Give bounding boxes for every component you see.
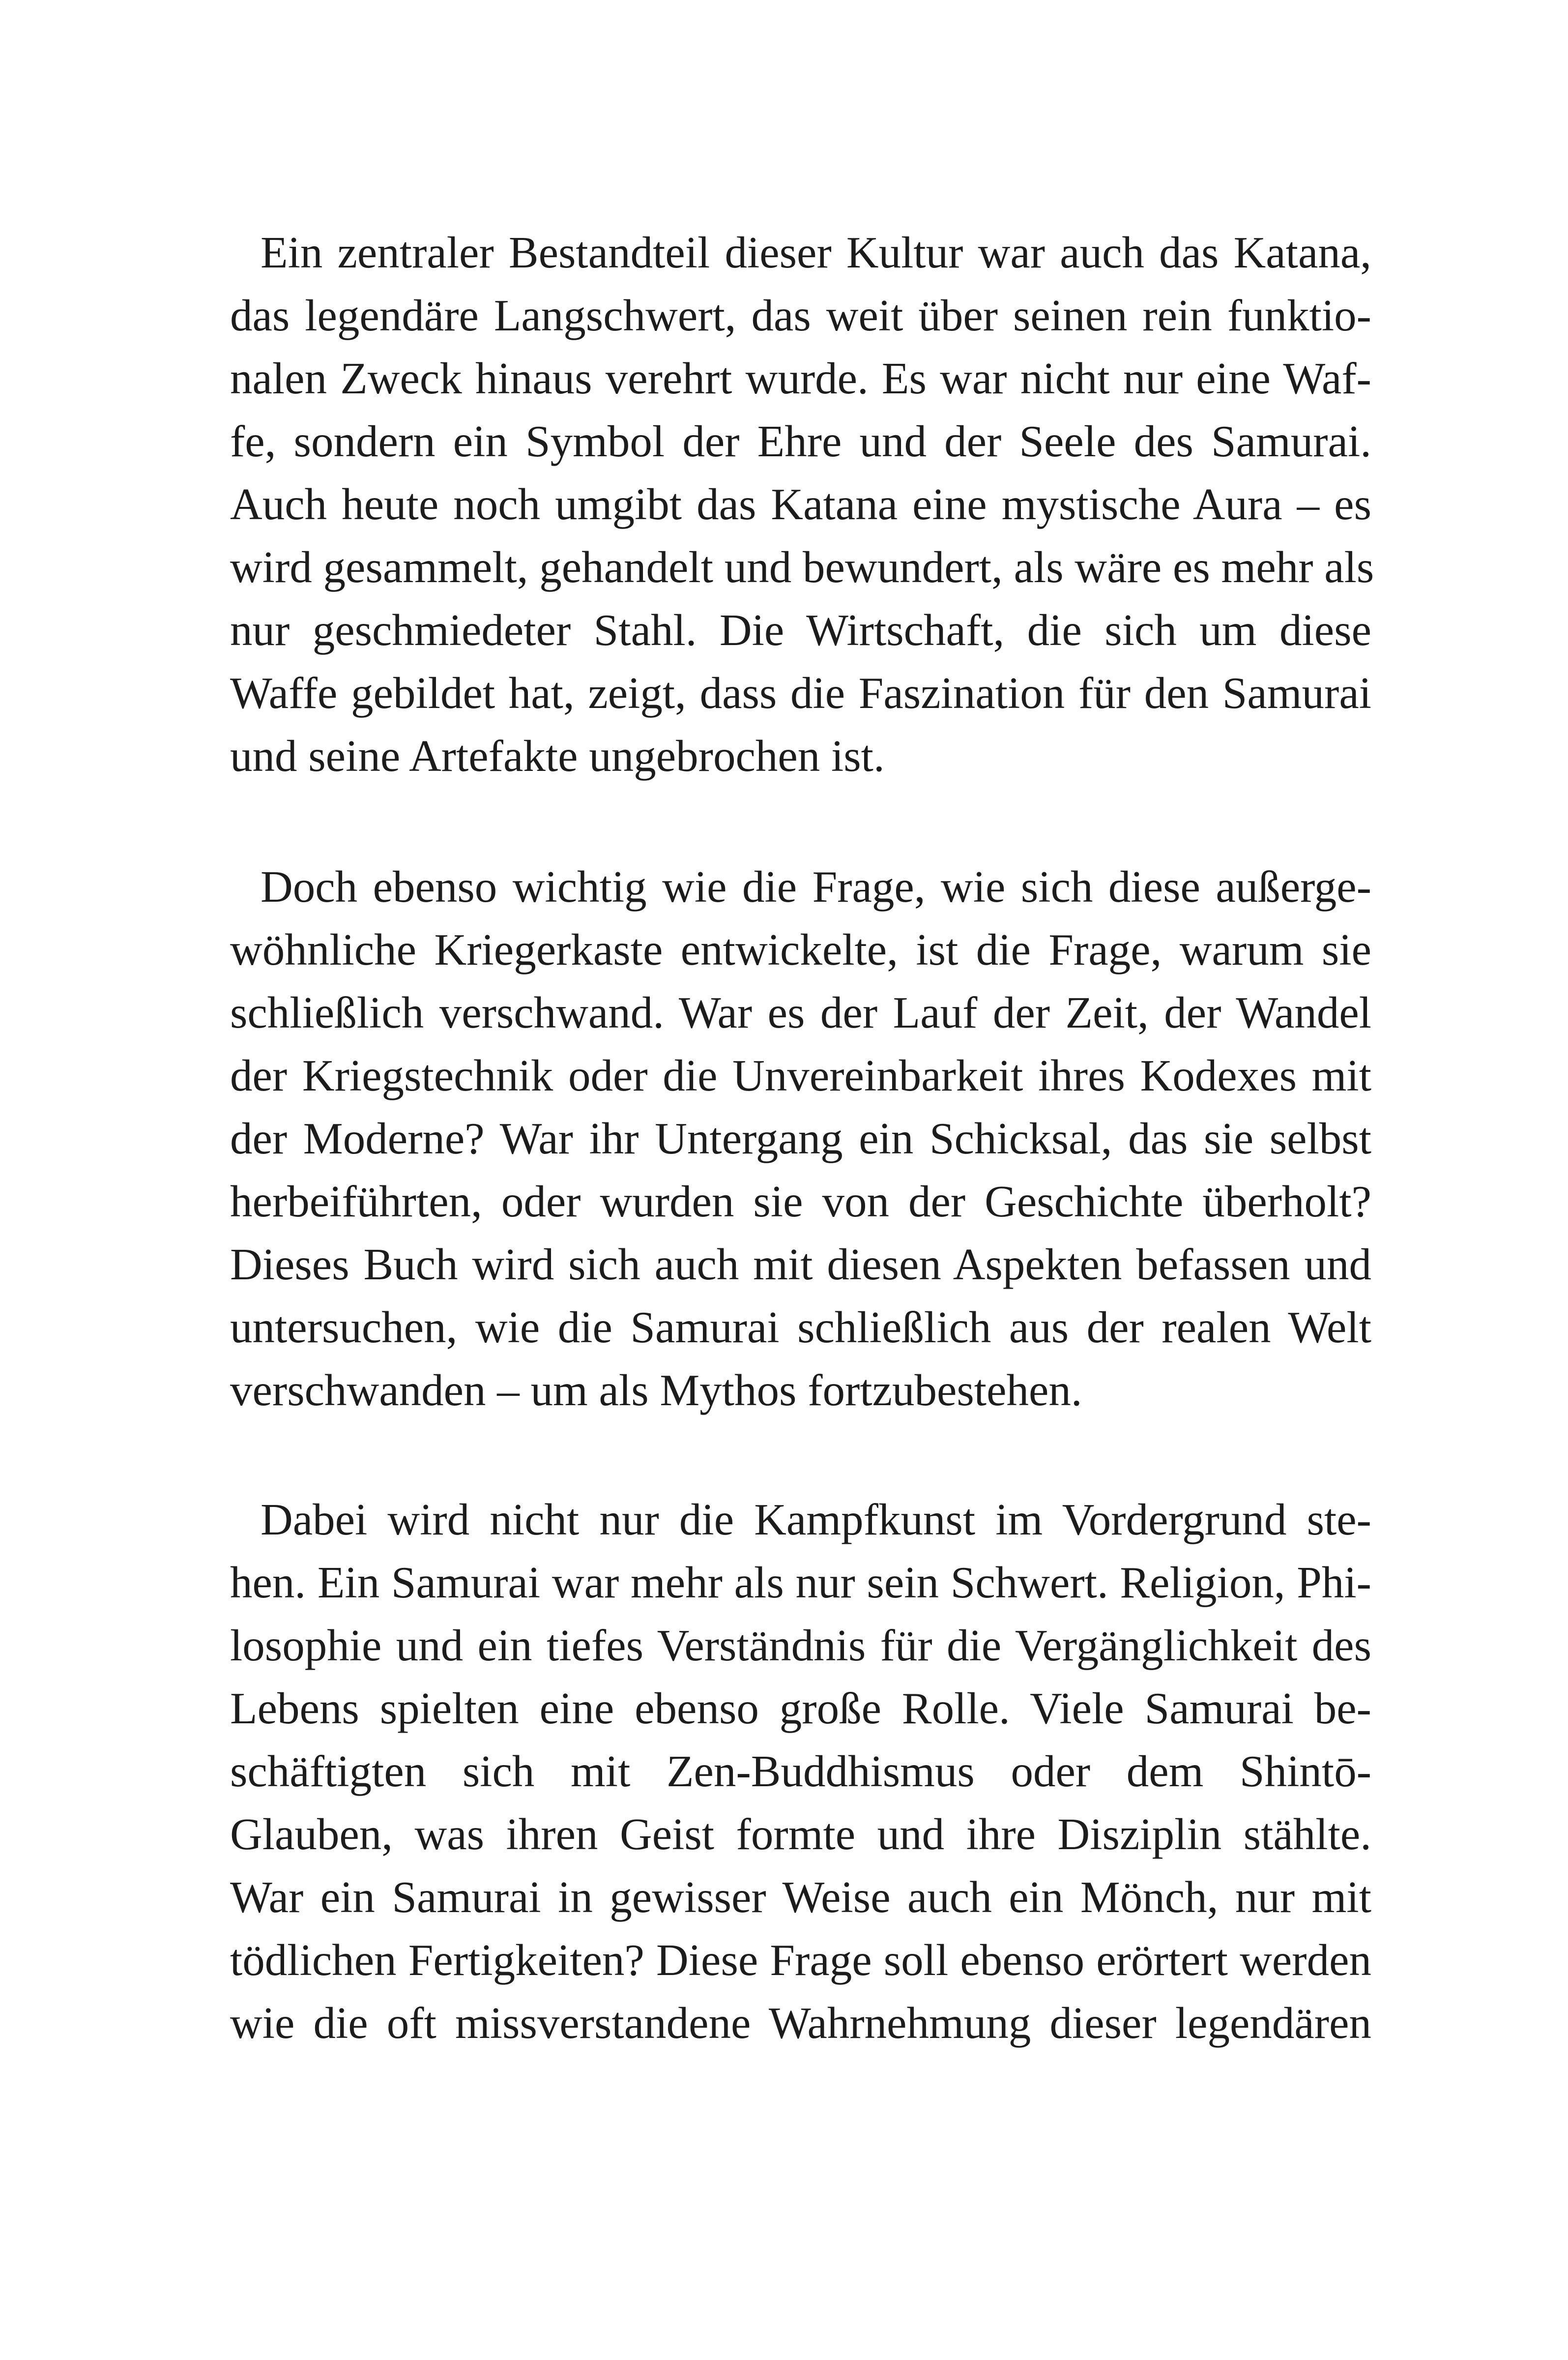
text-line: das legendäre Langschwert, das weit über seinen rein funktio- <box>230 291 1371 340</box>
text-line: Glauben, was ihren Geist formte und ihre Disziplin stählte. <box>230 1809 1371 1859</box>
text-line: der Kriegstechnik oder die Unvereinbarkeit ihres Kodexes mit <box>230 1051 1371 1100</box>
text-line: nalen Zweck hinaus verehrt wurde. Es war nicht nur eine Waf- <box>230 354 1371 403</box>
text-line: der Moderne? War ihr Untergang ein Schicksal, das sie selbst <box>230 1114 1371 1163</box>
text-line: nur geschmiedeter Stahl. Die Wirtschaft, die sich um diese <box>230 605 1371 655</box>
text-line: Ein zentraler Bestandteil dieser Kultur war auch das Katana, <box>261 228 1371 277</box>
text-line: Dabei wird nicht nur die Kampfkunst im Vordergrund ste- <box>261 1495 1371 1544</box>
text-line: wie die oft missverstandene Wahrnehmung dieser legendären <box>230 1998 1371 2048</box>
text-line: und seine Artefakte ungebrochen ist. <box>230 731 885 781</box>
paragraph-decline <box>230 856 1371 1422</box>
text-line: wird gesammelt, gehandelt und bewundert, als wäre es mehr als <box>230 542 1374 592</box>
text-line: herbeiführten, oder wurden sie von der Geschichte überholt? <box>230 1177 1371 1226</box>
text-line: Dieses Buch wird sich auch mit diesen Aspekten befassen und <box>230 1239 1371 1289</box>
text-line: Auch heute noch umgibt das Katana eine mystische Aura – es <box>230 479 1371 529</box>
text-line: untersuchen, wie die Samurai schließlich aus der realen Welt <box>230 1302 1371 1352</box>
paragraph-katana <box>230 221 1374 788</box>
text-line: Lebens spielten eine ebenso große Rolle. Viele Samurai be- <box>230 1683 1371 1733</box>
text-line: Waffe gebildet hat, zeigt, dass die Faszination für den Samurai <box>230 668 1371 718</box>
text-line: schäftigten sich mit Zen-Buddhismus oder dem Shintō- <box>230 1746 1371 1796</box>
text-line: tödlichen Fertigkeiten? Diese Frage soll ebenso erörtert werden <box>230 1935 1371 1985</box>
text-line: fe, sondern ein Symbol der Ehre und der Seele des Samurai. <box>230 416 1371 466</box>
text-line: Doch ebenso wichtig wie die Frage, wie sich diese außerge- <box>261 862 1371 912</box>
text-line: verschwanden – um als Mythos fortzubestehen. <box>230 1365 1082 1415</box>
text-line: losophie und ein tiefes Verständnis für die Vergänglichkeit des <box>230 1621 1371 1670</box>
text-line: War ein Samurai in gewisser Weise auch ein Mönch, nur mit <box>230 1872 1371 1922</box>
text-line: hen. Ein Samurai war mehr als nur sein Schwert. Religion, Phi- <box>230 1558 1371 1607</box>
text-line: schließlich verschwand. War es der Lauf der Zeit, der Wandel <box>230 988 1371 1037</box>
text-line: wöhnliche Kriegerkaste entwickelte, ist die Frage, warum sie <box>230 925 1371 974</box>
paragraph-philosophy <box>230 1488 1371 2055</box>
